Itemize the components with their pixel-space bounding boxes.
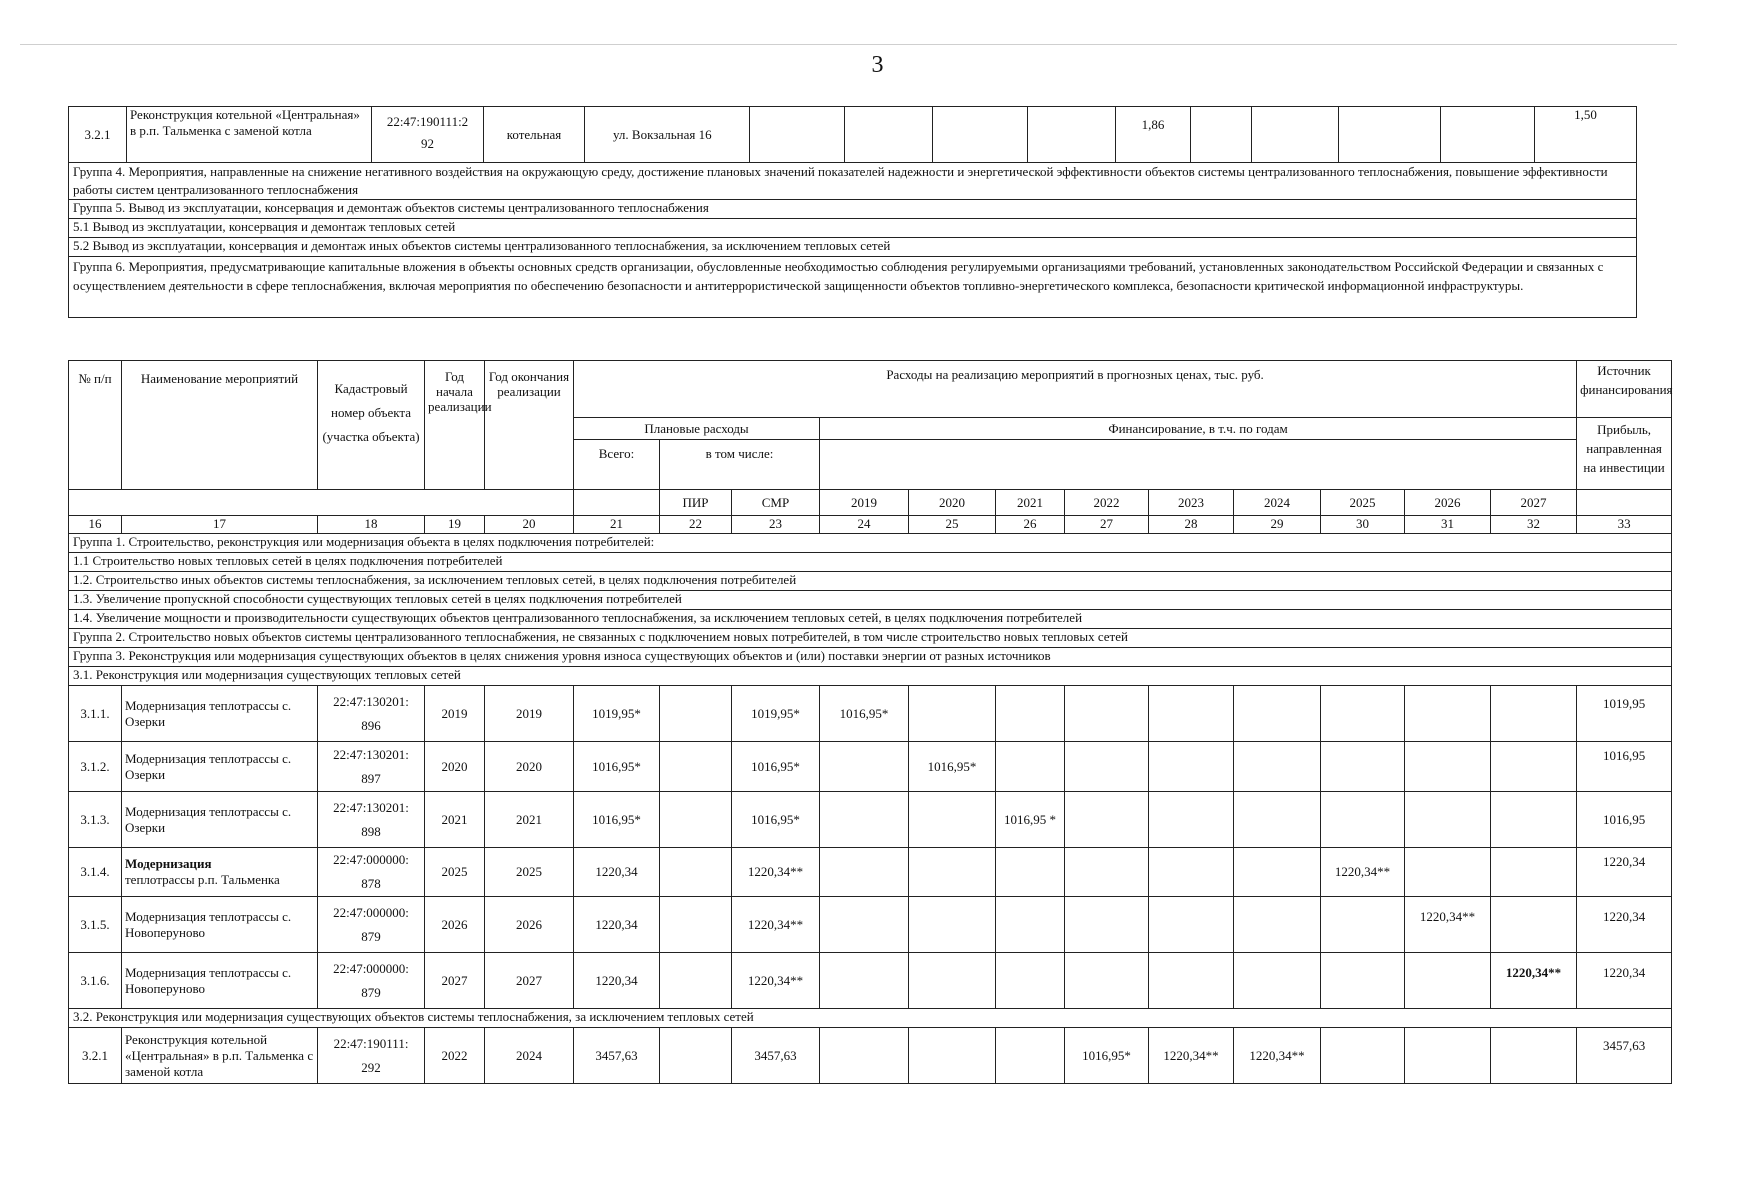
cell-y2020 bbox=[909, 848, 996, 897]
cell-y2027 bbox=[1491, 742, 1577, 792]
cell-start: 2019 bbox=[425, 686, 485, 742]
col-num: 33 bbox=[1577, 516, 1672, 534]
cell-y2019: 1016,95* bbox=[820, 686, 909, 742]
cell-smr: 1220,34** bbox=[732, 897, 820, 953]
column-numbers-row bbox=[69, 516, 1672, 534]
cell-y2025 bbox=[1321, 1028, 1405, 1084]
header-smr: СМР bbox=[732, 490, 820, 516]
header-year-2019: 2019 bbox=[820, 490, 909, 516]
header-financing: Финансирование, в т.ч. по годам bbox=[820, 418, 1577, 440]
row-name: Реконструкция котельной «Центральная» в р.п. Тальменка с заменой котла bbox=[127, 107, 372, 163]
cell-y2027 bbox=[1491, 792, 1577, 848]
cell-y2021 bbox=[996, 686, 1065, 742]
row-type: котельная bbox=[484, 107, 585, 163]
header-name: Наименование мероприятий bbox=[122, 361, 318, 490]
cell-start: 2025 bbox=[425, 848, 485, 897]
cell-total: 1220,34 bbox=[574, 953, 660, 1009]
cell-y2023 bbox=[1149, 792, 1234, 848]
header-year-2023: 2023 bbox=[1149, 490, 1234, 516]
cell-profit: 1019,95 bbox=[1577, 686, 1672, 742]
col-num: 16 bbox=[69, 516, 122, 534]
cell-y2026: 1220,34** bbox=[1405, 897, 1491, 953]
cell-total: 3457,63 bbox=[574, 1028, 660, 1084]
cell-cadastral: 22:47:000000: 878 bbox=[318, 848, 425, 897]
cell-y2021 bbox=[996, 848, 1065, 897]
header-year-2025: 2025 bbox=[1321, 490, 1405, 516]
top-row-3-2-1 bbox=[69, 107, 1637, 163]
col-num: 28 bbox=[1149, 516, 1234, 534]
header-year-2022: 2022 bbox=[1065, 490, 1149, 516]
header-start-year: Год начала реализации bbox=[425, 361, 485, 490]
cell-y2027: 1220,34** bbox=[1491, 953, 1577, 1009]
cell-pir bbox=[660, 686, 732, 742]
cell-y2021 bbox=[996, 742, 1065, 792]
col-num: 27 bbox=[1065, 516, 1149, 534]
col-num: 22 bbox=[660, 516, 732, 534]
page-number: 3 bbox=[871, 52, 884, 78]
group-1-2-text: 1.2. Строительство иных объектов системы теплоснабжения, за исключением тепловых сетей, в целях подключения потребителей bbox=[69, 572, 1672, 591]
cell-pir bbox=[660, 848, 732, 897]
cell-num: 3.1.2. bbox=[69, 742, 122, 792]
header-cadastral: Кадастровый номер объекта (участка объекта) bbox=[318, 361, 425, 490]
cell-profit: 1016,95 bbox=[1577, 792, 1672, 848]
cell-end: 2027 bbox=[485, 953, 574, 1009]
col-num: 24 bbox=[820, 516, 909, 534]
cell-pir bbox=[660, 742, 732, 792]
cell-y2021 bbox=[996, 897, 1065, 953]
header-end-year: Год окончания реализации bbox=[485, 361, 574, 490]
cell-profit: 1016,95 bbox=[1577, 742, 1672, 792]
cell-end: 2024 bbox=[485, 1028, 574, 1084]
cell-name: Модернизация теплотрассы р.п. Тальменка bbox=[122, 848, 318, 897]
group-1-text: Группа 1. Строительство, реконструкция или модернизация объекта в целях подключения потребителей: bbox=[69, 534, 1672, 553]
cell-num: 3.1.5. bbox=[69, 897, 122, 953]
cell-y2026 bbox=[1405, 686, 1491, 742]
cell-y2024 bbox=[1234, 686, 1321, 742]
cell-cadastral: 22:47:130201: 897 bbox=[318, 742, 425, 792]
group-row bbox=[69, 163, 1637, 200]
header-num: № п/п bbox=[69, 361, 122, 490]
cell-name: Реконструкция котельной «Центральная» в р.п. Тальменка с заменой котла bbox=[122, 1028, 318, 1084]
cell-y2022 bbox=[1065, 686, 1149, 742]
cell-y2027 bbox=[1491, 897, 1577, 953]
cell-total: 1016,95* bbox=[574, 792, 660, 848]
cell-y2024: 1220,34** bbox=[1234, 1028, 1321, 1084]
cell-y2022 bbox=[1065, 792, 1149, 848]
col-num: 17 bbox=[122, 516, 318, 534]
group-row bbox=[69, 200, 1637, 219]
cell-y2026 bbox=[1405, 953, 1491, 1009]
cell-y2025: 1220,34** bbox=[1321, 848, 1405, 897]
cell-end: 2025 bbox=[485, 848, 574, 897]
cell-y2020 bbox=[909, 792, 996, 848]
cell-y2025 bbox=[1321, 953, 1405, 1009]
group-3-text: Группа 3. Реконструкция или модернизация существующих объектов в целях снижения уровня износа существующих объектов и (или) поставки энергии от разных источников bbox=[69, 648, 1672, 667]
cell-smr: 3457,63 bbox=[732, 1028, 820, 1084]
header-profit: Прибыль, направленная на инвестиции bbox=[1577, 418, 1672, 490]
header-including: в том числе: bbox=[660, 440, 820, 490]
cell-profit: 3457,63 bbox=[1577, 1028, 1672, 1084]
cell-smr: 1016,95* bbox=[732, 742, 820, 792]
cell-num: 3.2.1 bbox=[69, 1028, 122, 1084]
group-row bbox=[69, 219, 1637, 238]
col-num: 25 bbox=[909, 516, 996, 534]
col-num: 26 bbox=[996, 516, 1065, 534]
cell-y2027 bbox=[1491, 848, 1577, 897]
cell-num: 3.1.1. bbox=[69, 686, 122, 742]
cell-cadastral: 22:47:130201: 898 bbox=[318, 792, 425, 848]
cell-y2022 bbox=[1065, 897, 1149, 953]
cell-y2024 bbox=[1234, 848, 1321, 897]
cell-name: Модернизация теплотрассы с. Озерки bbox=[122, 742, 318, 792]
col-num: 20 bbox=[485, 516, 574, 534]
cell-pir bbox=[660, 792, 732, 848]
cell-smr: 1016,95* bbox=[732, 792, 820, 848]
group-5-2-text: 5.2 Вывод из эксплуатации, консервация и демонтаж иных объектов системы централизованного теплоснабжения, за исключением тепловых сетей bbox=[69, 238, 1637, 257]
table-row bbox=[69, 792, 1672, 848]
cell-total: 1220,34 bbox=[574, 897, 660, 953]
cell-y2022 bbox=[1065, 742, 1149, 792]
cell-y2023 bbox=[1149, 848, 1234, 897]
cell-y2020 bbox=[909, 1028, 996, 1084]
cell-y2019 bbox=[820, 792, 909, 848]
group-3-2-text: 3.2. Реконструкция или модернизация существующих объектов системы теплоснабжения, за исключением тепловых сетей bbox=[69, 1009, 1672, 1028]
cell-y2027 bbox=[1491, 686, 1577, 742]
cell-end: 2019 bbox=[485, 686, 574, 742]
cell-cadastral: 22:47:000000: 879 bbox=[318, 953, 425, 1009]
group-2-text: Группа 2. Строительство новых объектов системы централизованного теплоснабжения, не связанных с подключением новых потребителей, в том числе строительство новых тепловых сетей bbox=[69, 629, 1672, 648]
cell-profit: 1220,34 bbox=[1577, 897, 1672, 953]
cell-end: 2021 bbox=[485, 792, 574, 848]
cell-y2021: 1016,95 * bbox=[996, 792, 1065, 848]
cell-start: 2026 bbox=[425, 897, 485, 953]
cell-y2023 bbox=[1149, 897, 1234, 953]
group-row bbox=[69, 257, 1637, 318]
group-3-1-text: 3.1. Реконструкция или модернизация существующих тепловых сетей bbox=[69, 667, 1672, 686]
table-row bbox=[69, 897, 1672, 953]
cell-y2025 bbox=[1321, 686, 1405, 742]
cell-name: Модернизация теплотрассы с. Озерки bbox=[122, 792, 318, 848]
cell-y2023 bbox=[1149, 686, 1234, 742]
cell-smr: 1019,95* bbox=[732, 686, 820, 742]
cell-y2019 bbox=[820, 897, 909, 953]
cell-y2023 bbox=[1149, 742, 1234, 792]
cell-num: 3.1.4. bbox=[69, 848, 122, 897]
header-total: Всего: bbox=[574, 440, 660, 490]
cell-y2026 bbox=[1405, 742, 1491, 792]
header-year-2026: 2026 bbox=[1405, 490, 1491, 516]
cell-total: 1220,34 bbox=[574, 848, 660, 897]
cell-y2026 bbox=[1405, 1028, 1491, 1084]
cell-y2024 bbox=[1234, 742, 1321, 792]
cell-end: 2020 bbox=[485, 742, 574, 792]
cell-start: 2027 bbox=[425, 953, 485, 1009]
group-1-4-text: 1.4. Увеличение мощности и производительности существующих объектов централизованного теплоснабжения, за исключением тепловых сетей, в целях подключения потребителей bbox=[69, 610, 1672, 629]
cell-end: 2026 bbox=[485, 897, 574, 953]
cell-y2024 bbox=[1234, 897, 1321, 953]
col-num: 30 bbox=[1321, 516, 1405, 534]
cell-start: 2021 bbox=[425, 792, 485, 848]
cell-name: Модернизация теплотрассы с. Озерки bbox=[122, 686, 318, 742]
cell-y2023: 1220,34** bbox=[1149, 1028, 1234, 1084]
cell-pir bbox=[660, 1028, 732, 1084]
main-table bbox=[68, 360, 1672, 1084]
header-year-2021: 2021 bbox=[996, 490, 1065, 516]
cell-profit: 1220,34 bbox=[1577, 953, 1672, 1009]
cell-y2019 bbox=[820, 953, 909, 1009]
cell-y2022 bbox=[1065, 848, 1149, 897]
cell-name: Модернизация теплотрассы с. Новоперуново bbox=[122, 897, 318, 953]
cell-cadastral: 22:47:130201: 896 bbox=[318, 686, 425, 742]
col-num: 23 bbox=[732, 516, 820, 534]
cell-y2019 bbox=[820, 1028, 909, 1084]
cell-num: 3.1.6. bbox=[69, 953, 122, 1009]
cell-y2020 bbox=[909, 897, 996, 953]
cell-y2024 bbox=[1234, 792, 1321, 848]
row-cadastral: 22:47:190111:2 92 bbox=[372, 107, 484, 163]
cell-cadastral: 22:47:000000: 879 bbox=[318, 897, 425, 953]
cell-start: 2020 bbox=[425, 742, 485, 792]
table-row bbox=[69, 1028, 1672, 1084]
cell-y2020: 1016,95* bbox=[909, 742, 996, 792]
cell-y2019 bbox=[820, 742, 909, 792]
scan-edge-line bbox=[20, 44, 1677, 45]
cell-y2024 bbox=[1234, 953, 1321, 1009]
cell-y2021 bbox=[996, 1028, 1065, 1084]
header-year-2020: 2020 bbox=[909, 490, 996, 516]
cell-y2027 bbox=[1491, 1028, 1577, 1084]
header-expenses: Расходы на реализацию мероприятий в прогнозных ценах, тыс. руб. bbox=[574, 361, 1577, 418]
cell-total: 1019,95* bbox=[574, 686, 660, 742]
cell-smr: 1220,34** bbox=[732, 848, 820, 897]
group-6-text: Группа 6. Мероприятия, предусматривающие капитальные вложения в объекты основных средств организации, обусловленные необходимостью соблюдения регулируемыми организациями требований, установленных законодательством Российской Федерации и связанных с осуществлением деятельности в сфере теплоснабжения, включая мероприятия по обеспечению безопасности и антитеррористической защищенности объектов топливно-энергетического комплекса, безопасности критической информационной инфраструктуры. bbox=[69, 257, 1637, 318]
row-value-1-86: 1,86 bbox=[1116, 107, 1191, 163]
col-num: 18 bbox=[318, 516, 425, 534]
col-num: 21 bbox=[574, 516, 660, 534]
cell-y2023 bbox=[1149, 953, 1234, 1009]
cell-y2025 bbox=[1321, 792, 1405, 848]
cell-start: 2022 bbox=[425, 1028, 485, 1084]
col-num: 31 bbox=[1405, 516, 1491, 534]
cell-y2021 bbox=[996, 953, 1065, 1009]
cell-y2022 bbox=[1065, 953, 1149, 1009]
cell-profit: 1220,34 bbox=[1577, 848, 1672, 897]
cell-total: 1016,95* bbox=[574, 742, 660, 792]
col-num: 29 bbox=[1234, 516, 1321, 534]
header-source: Источник финансирования bbox=[1577, 361, 1672, 418]
col-num: 32 bbox=[1491, 516, 1577, 534]
cell-y2026 bbox=[1405, 792, 1491, 848]
row-value-1-50: 1,50 bbox=[1535, 107, 1637, 163]
cell-smr: 1220,34** bbox=[732, 953, 820, 1009]
cell-num: 3.1.3. bbox=[69, 792, 122, 848]
header-planned: Плановые расходы bbox=[574, 418, 820, 440]
cell-cadastral: 22:47:190111: 292 bbox=[318, 1028, 425, 1084]
header-year-2024: 2024 bbox=[1234, 490, 1321, 516]
group-4-text: Группа 4. Мероприятия, направленные на снижение негативного воздействия на окружающую среду, достижение плановых значений показателей надежности и энергетической эффективности объектов системы централизованного теплоснабжения, повышение эффективности работы систем централизованного теплоснабжения bbox=[69, 163, 1637, 200]
group-1-3-text: 1.3. Увеличение пропускной способности существующих тепловых сетей в целях подключения потребителей bbox=[69, 591, 1672, 610]
group-5-text: Группа 5. Вывод из эксплуатации, консервация и демонтаж объектов системы централизованного теплоснабжения bbox=[69, 200, 1637, 219]
table-row bbox=[69, 848, 1672, 897]
cell-y2019 bbox=[820, 848, 909, 897]
cell-y2022: 1016,95* bbox=[1065, 1028, 1149, 1084]
row-address: ул. Вокзальная 16 bbox=[585, 107, 750, 163]
cell-pir bbox=[660, 897, 732, 953]
cell-y2020 bbox=[909, 953, 996, 1009]
top-table bbox=[68, 106, 1637, 318]
cell-y2026 bbox=[1405, 848, 1491, 897]
group-1-1-text: 1.1 Строительство новых тепловых сетей в целях подключения потребителей bbox=[69, 553, 1672, 572]
header-year-2027: 2027 bbox=[1491, 490, 1577, 516]
table-row bbox=[69, 953, 1672, 1009]
cell-name: Модернизация теплотрассы с. Новоперуново bbox=[122, 953, 318, 1009]
row-number: 3.2.1 bbox=[69, 107, 127, 163]
cell-y2025 bbox=[1321, 742, 1405, 792]
cell-y2025 bbox=[1321, 897, 1405, 953]
group-5-1-text: 5.1 Вывод из эксплуатации, консервация и демонтаж тепловых сетей bbox=[69, 219, 1637, 238]
cell-pir bbox=[660, 953, 732, 1009]
table-row bbox=[69, 742, 1672, 792]
group-row bbox=[69, 238, 1637, 257]
header-pir: ПИР bbox=[660, 490, 732, 516]
cell-y2020 bbox=[909, 686, 996, 742]
col-num: 19 bbox=[425, 516, 485, 534]
table-row bbox=[69, 686, 1672, 742]
